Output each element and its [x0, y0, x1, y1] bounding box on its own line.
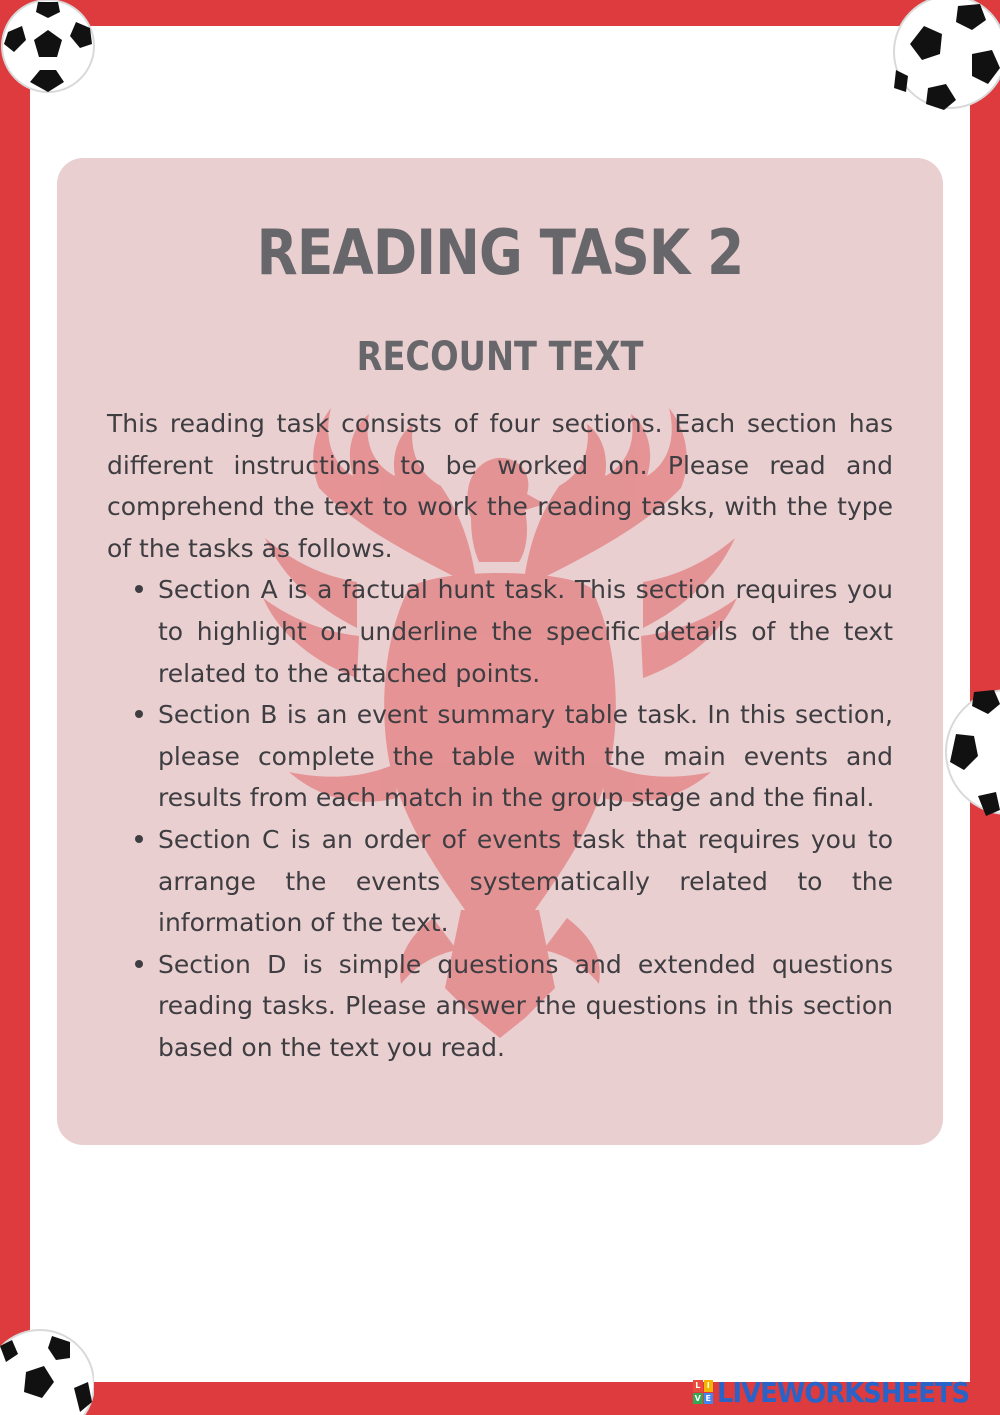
instructions-body [107, 403, 893, 1069]
list-item-section-d [107, 944, 893, 1069]
soccer-ball-icon-top-left [0, 0, 96, 96]
list-item-section-a [107, 569, 893, 694]
bullet-icon [135, 960, 143, 968]
bullet-icon [135, 710, 143, 718]
list-item-section-b [107, 694, 893, 819]
page-title: READING TASK 2 [256, 216, 744, 289]
logo-text: LIVEWORKSHEETS [717, 1375, 970, 1409]
section-list [107, 569, 893, 1068]
soccer-ball-icon-right [944, 684, 1000, 820]
section-text: Section A is a factual hunt task. This section requires you to highlight or underline the specific details of the text related to the attached points. [158, 575, 893, 688]
section-text: Section D is simple questions and extended questions reading tasks. Please answer the questions in this section based on the text you read. [158, 949, 893, 1062]
liveworksheets-logo[interactable] [693, 1374, 991, 1410]
soccer-ball-icon-bottom-left [0, 1326, 94, 1415]
bullet-icon [135, 585, 143, 593]
section-text: Section C is an order of events task that requires you to arrange the events systematically related to the information of the text. [158, 824, 893, 938]
soccer-ball-icon-top-right [888, 0, 1000, 116]
section-text: Section B is an event summary table task. In this section, please complete the table with the main events and results from each match in the group stage and the final. [158, 700, 893, 813]
intro-paragraph: This reading task consists of four sections. Each section has different instructions to be worked on. Please read and comprehend the text to work the reading tasks, with the type of the tasks as follows. [107, 409, 893, 563]
liveworksheets-logo-icon: L I V E [693, 1380, 713, 1404]
bullet-icon [135, 835, 143, 843]
list-item-section-c [107, 819, 893, 944]
page-subtitle: RECOUNT TEXT [356, 334, 644, 380]
